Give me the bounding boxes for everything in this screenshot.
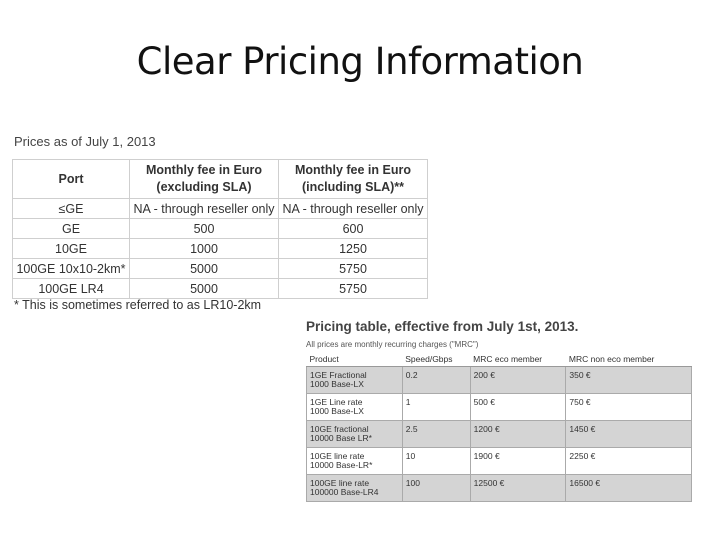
prices-date-caption: Prices as of July 1, 2013 bbox=[14, 134, 156, 149]
eco-price-cell: 12500 € bbox=[470, 475, 566, 502]
table-row bbox=[13, 279, 428, 299]
column-header-product: Product bbox=[307, 352, 403, 367]
table-cell: 5750 bbox=[279, 259, 428, 279]
speed-cell: 100 bbox=[402, 475, 470, 502]
table-row bbox=[13, 259, 428, 279]
table-cell: NA - through reseller only bbox=[279, 199, 428, 219]
product-type: 1000 Base-LX bbox=[310, 379, 364, 389]
non-eco-price-cell: 2250 € bbox=[566, 448, 692, 475]
column-header-speed: Speed/Gbps bbox=[402, 352, 470, 367]
column-header-mrc-eco: MRC eco member bbox=[470, 352, 566, 367]
product-cell bbox=[307, 475, 403, 502]
table-cell: 5000 bbox=[130, 259, 279, 279]
product-type: 100000 Base-LR4 bbox=[310, 487, 379, 497]
product-type: 10000 Base-LR* bbox=[310, 460, 373, 470]
table-row bbox=[307, 475, 692, 502]
speed-cell: 0.2 bbox=[402, 367, 470, 394]
non-eco-price-cell: 350 € bbox=[566, 367, 692, 394]
non-eco-price-cell: 16500 € bbox=[566, 475, 692, 502]
table-cell: 1250 bbox=[279, 239, 428, 259]
product-name: 1GE Fractional bbox=[310, 370, 367, 380]
table-cell: 5750 bbox=[279, 279, 428, 299]
table-cell: 1000 bbox=[130, 239, 279, 259]
eco-price-cell: 500 € bbox=[470, 394, 566, 421]
table-row bbox=[307, 394, 692, 421]
slide-title: Clear Pricing Information bbox=[136, 40, 584, 83]
column-header-mrc-non-eco: MRC non eco member bbox=[566, 352, 692, 367]
speed-cell: 10 bbox=[402, 448, 470, 475]
table-row bbox=[307, 421, 692, 448]
table-row bbox=[13, 239, 428, 259]
table-cell: 500 bbox=[130, 219, 279, 239]
table-row bbox=[307, 448, 692, 475]
product-name: 10GE fractional bbox=[310, 424, 369, 434]
table-row bbox=[307, 367, 692, 394]
table-row bbox=[13, 219, 428, 239]
product-pricing-table bbox=[306, 352, 692, 502]
table-cell: 10GE bbox=[13, 239, 130, 259]
column-header-fee-including-sla: Monthly fee in Euro (including SLA)** bbox=[279, 160, 428, 199]
pricing-table-subtitle: All prices are monthly recurring charges ("MRC") bbox=[306, 340, 479, 349]
table-cell: NA - through reseller only bbox=[130, 199, 279, 219]
table-cell: 100GE 10x10-2km* bbox=[13, 259, 130, 279]
pricing-table-title: Pricing table, effective from July 1st, 2013. bbox=[306, 319, 579, 334]
table-header-row bbox=[307, 352, 692, 367]
table-cell: 100GE LR4 bbox=[13, 279, 130, 299]
product-name: 1GE Line rate bbox=[310, 397, 363, 407]
table-cell: 600 bbox=[279, 219, 428, 239]
speed-cell: 2.5 bbox=[402, 421, 470, 448]
table-cell: GE bbox=[13, 219, 130, 239]
port-pricing-table bbox=[12, 159, 428, 299]
eco-price-cell: 1900 € bbox=[470, 448, 566, 475]
product-cell bbox=[307, 421, 403, 448]
table-footnote: * This is sometimes referred to as LR10-2km bbox=[14, 298, 262, 312]
non-eco-price-cell: 1450 € bbox=[566, 421, 692, 448]
eco-price-cell: 200 € bbox=[470, 367, 566, 394]
table-cell: ≤GE bbox=[13, 199, 130, 219]
product-cell bbox=[307, 367, 403, 394]
eco-price-cell: 1200 € bbox=[470, 421, 566, 448]
table-cell: 5000 bbox=[130, 279, 279, 299]
product-cell bbox=[307, 448, 403, 475]
product-name: 100GE line rate bbox=[310, 478, 370, 488]
column-header-fee-excluding-sla: Monthly fee in Euro (excluding SLA) bbox=[130, 160, 279, 199]
product-type: 10000 Base LR* bbox=[310, 433, 372, 443]
table-header-row bbox=[13, 160, 428, 199]
product-cell bbox=[307, 394, 403, 421]
speed-cell: 1 bbox=[402, 394, 470, 421]
product-type: 1000 Base-LX bbox=[310, 406, 364, 416]
table-row bbox=[13, 199, 428, 219]
column-header-port: Port bbox=[13, 160, 130, 199]
non-eco-price-cell: 750 € bbox=[566, 394, 692, 421]
product-name: 10GE line rate bbox=[310, 451, 365, 461]
